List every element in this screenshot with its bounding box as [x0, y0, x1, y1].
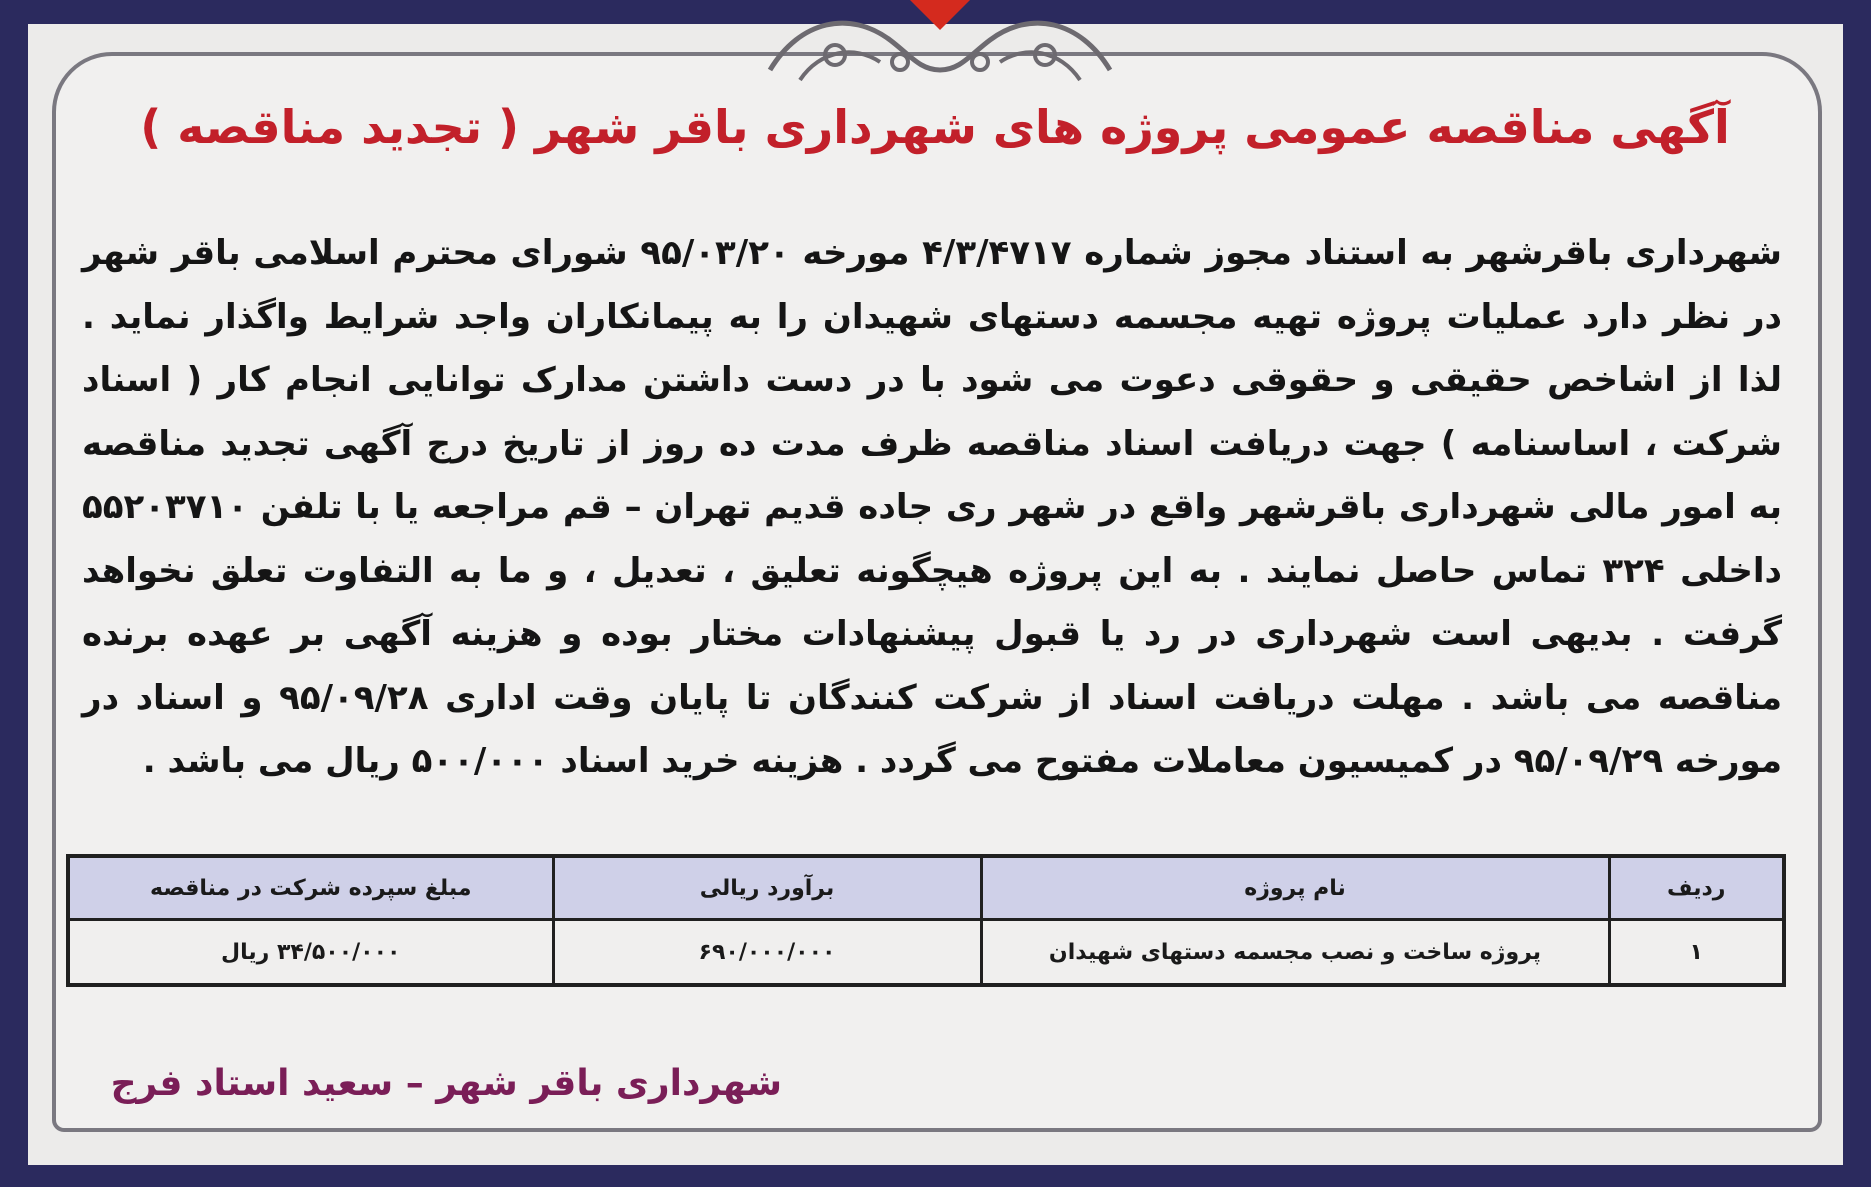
notice-title: آگهی مناقصه عمومی پروژه های شهرداری باقر شهر ( تجدید مناقصه ) — [140, 100, 1730, 154]
header-row-no: ردیف — [1609, 856, 1784, 920]
cell-project-name: پروژه ساخت و نصب مجسمه دستهای شهیدان — [981, 920, 1609, 986]
ornament-icon — [760, 0, 1120, 90]
cell-estimate: ۶۹۰/۰۰۰/۰۰۰ — [553, 920, 981, 986]
cell-row-no: ۱ — [1609, 920, 1784, 986]
signature: شهرداری باقر شهر – سعید استاد فرج — [110, 1063, 782, 1104]
table-header-row — [68, 856, 1784, 920]
tender-table — [66, 854, 1786, 987]
notice-body: شهرداری باقرشهر به استناد مجوز شماره ۴/۳/۴۷۱۷ مورخه ۹۵/۰۳/۲۰ شورای محترم اسلامی باقر شهر در نظر دارد عملیات پروژه تهیه مجسمه دستهای شهیدان را به پیمانکاران واجد شرایط واگذار نماید . لذا از اشاخص حقیقی و حقوقی دعوت می شود با در دست داشتن مدارک توانایی انجام کار ( اسناد شرکت ، اساسنامه ) جهت دریافت اسناد مناقصه ظرف مدت ده روز از تاریخ درج آگهی تجدید مناقصه به امور مالی شهرداری باقرشهر واقع در شهر ری جاده قدیم تهران – قم مراجعه یا با تلفن ۵۵۲۰۳۷۱۰ داخلی ۳۲۴ تماس حاصل نمایند . به این پروژه هیچگونه تعلیق ، تعدیل ، و ما به التفاوت تعلق نخواهد گرفت . بدیهی است شهرداری در رد یا قبول پیشنهادات مختار بوده و هزینه آگهی بر عهده برنده مناقصه می باشد . مهلت دریافت اسناد از شرکت کنندگان تا پایان وقت اداری ۹۵/۰۹/۲۸ و اسناد در مورخه ۹۵/۰۹/۲۹ در کمیسیون معاملات مفتوح می گردد . هزینه خرید اسناد ۵۰۰/۰۰۰ ریال می باشد . — [82, 233, 1782, 781]
cell-deposit: ۳۴/۵۰۰/۰۰۰ ریال — [68, 920, 553, 986]
header-estimate: برآورد ریالی — [553, 856, 981, 920]
header-deposit: مبلغ سپرده شرکت در مناقصه — [68, 856, 553, 920]
table-row — [68, 920, 1784, 986]
header-project-name: نام پروژه — [981, 856, 1609, 920]
